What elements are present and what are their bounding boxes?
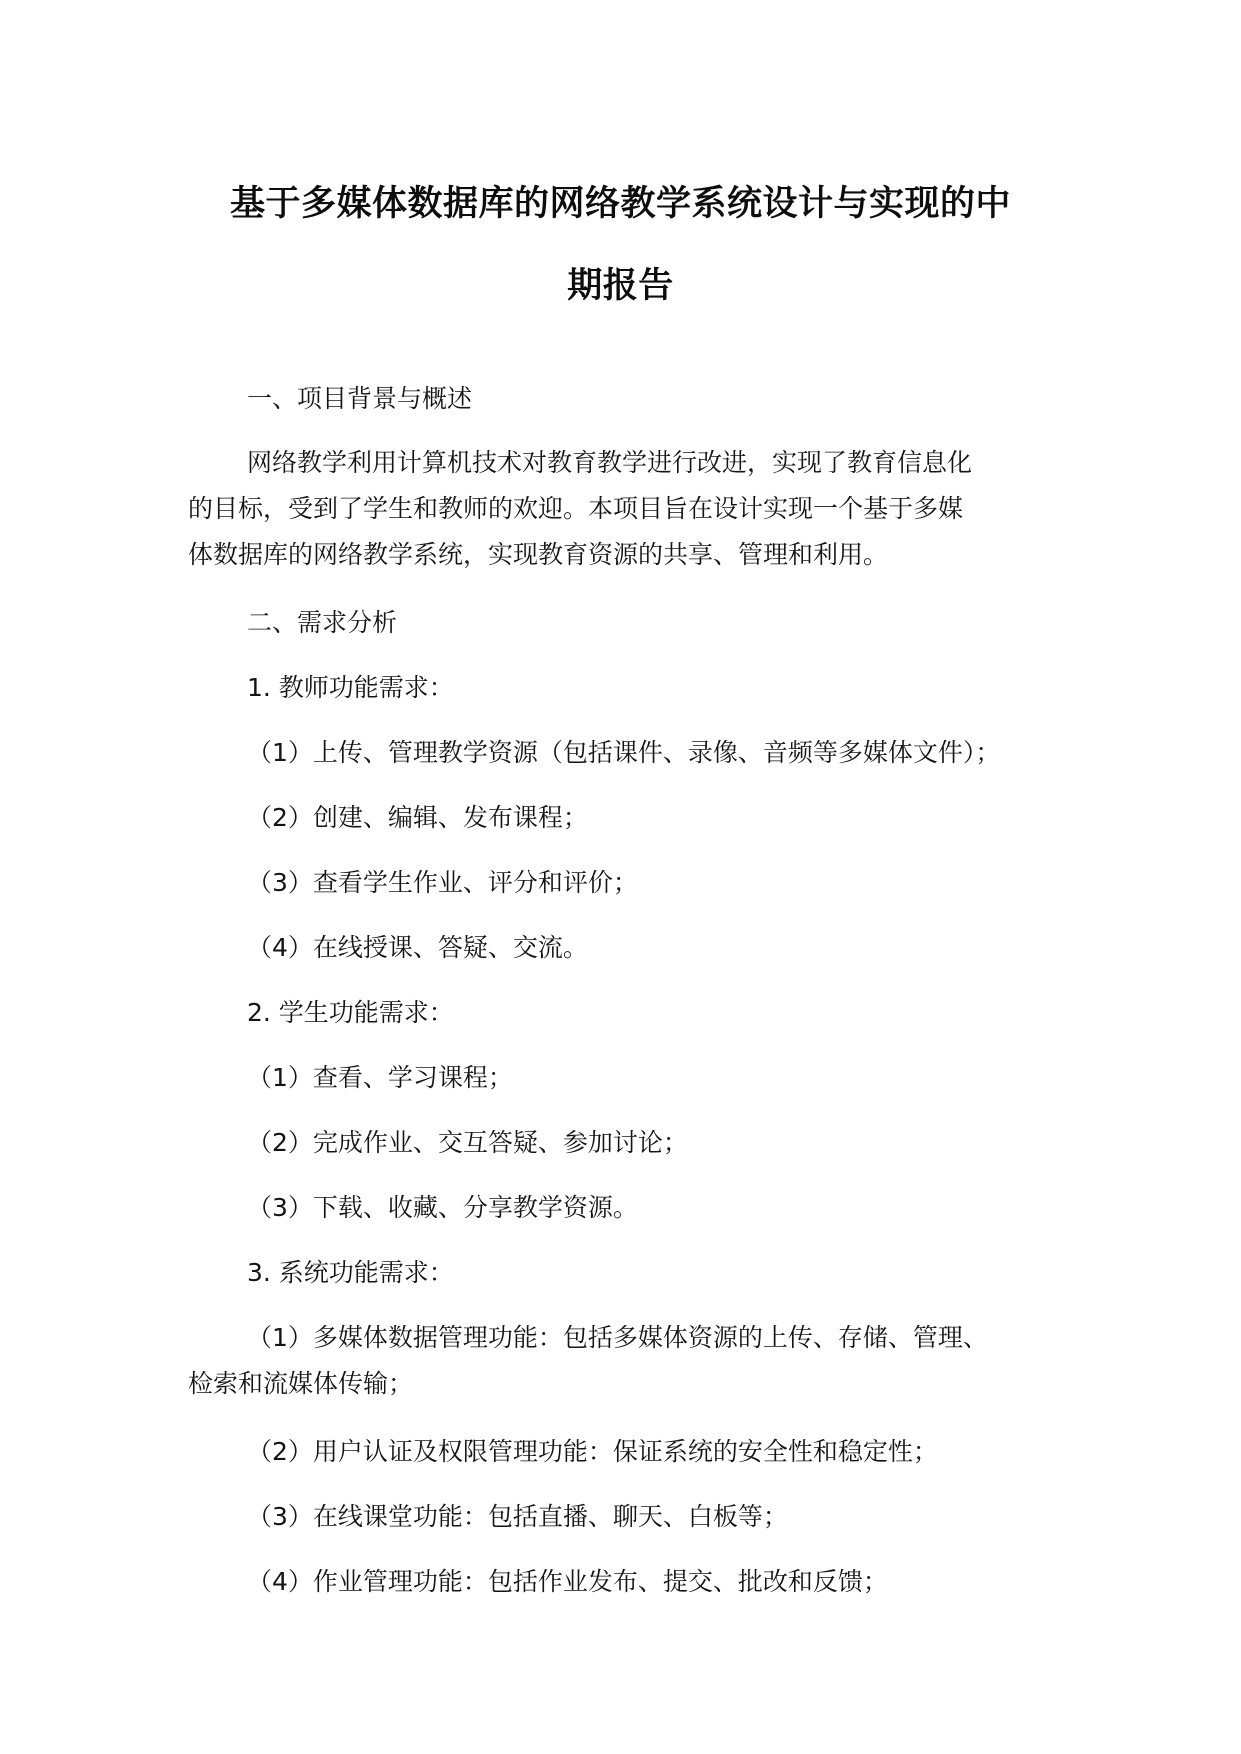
list-item: （2）用户认证及权限管理功能：保证系统的安全性和稳定性； — [247, 1437, 938, 1466]
document-title-line-2: 期报告 — [567, 266, 674, 306]
paragraph-line: 体数据库的网络教学系统，实现教育资源的共享、管理和利用。 — [188, 540, 889, 569]
section-heading-background: 一、项目背景与概述 — [247, 384, 473, 413]
list-item: （3）查看学生作业、评分和评价； — [247, 868, 638, 897]
list-item-continuation: 检索和流媒体传输； — [188, 1369, 414, 1398]
list-item: （1）多媒体数据管理功能：包括多媒体资源的上传、存储、管理、 — [247, 1323, 988, 1352]
list-item: （1）查看、学习课程； — [247, 1063, 513, 1092]
paragraph-line: 网络教学利用计算机技术对教育教学进行改进，实现了教育信息化 — [247, 448, 973, 477]
list-item: （3）下载、收藏、分享教学资源。 — [247, 1193, 638, 1222]
list-item: （4）作业管理功能：包括作业发布、提交、批改和反馈； — [247, 1567, 888, 1596]
paragraph-line: 的目标，受到了学生和教师的欢迎。本项目旨在设计实现一个基于多媒 — [188, 494, 964, 523]
list-item: （2）完成作业、交互答疑、参加讨论； — [247, 1128, 688, 1157]
list-item: （1）上传、管理教学资源（包括课件、录像、音频等多媒体文件）； — [247, 738, 1001, 767]
document-title-line-1: 基于多媒体数据库的网络教学系统设计与实现的中 — [229, 184, 1011, 224]
list-item: （2）创建、编辑、发布课程； — [247, 803, 588, 832]
list-item: （3）在线课堂功能：包括直播、聊天、白板等； — [247, 1502, 788, 1531]
section-heading-requirements: 二、需求分析 — [247, 608, 398, 637]
subheading-system: 3. 系统功能需求： — [247, 1258, 454, 1287]
subheading-student: 2. 学生功能需求： — [247, 998, 454, 1027]
list-item: （4）在线授课、答疑、交流。 — [247, 933, 588, 962]
subheading-teacher: 1. 教师功能需求： — [247, 673, 454, 702]
